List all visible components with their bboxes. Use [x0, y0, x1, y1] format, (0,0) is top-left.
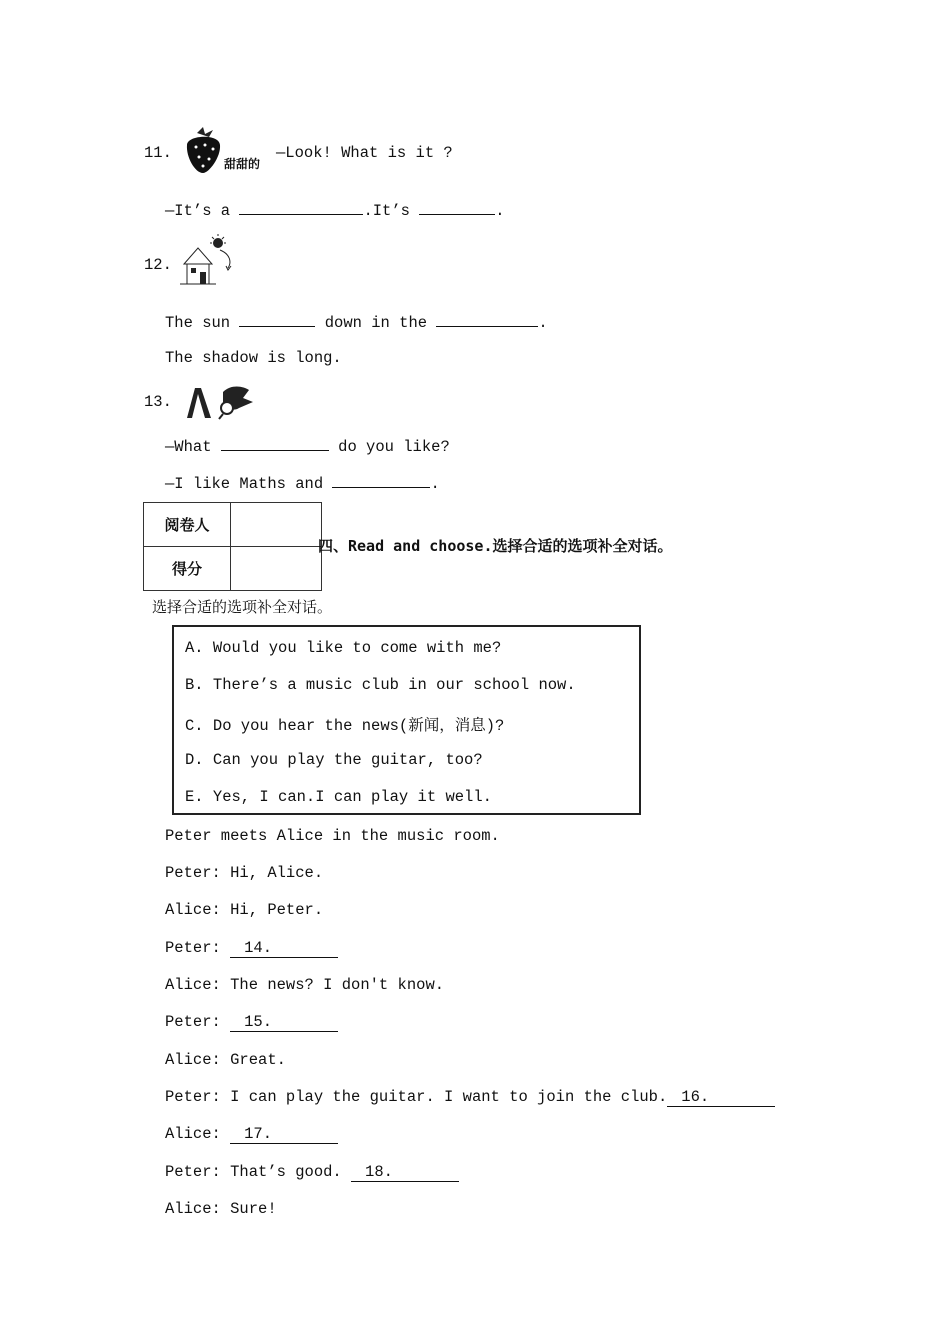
q12-line-1: The sun down in the .	[165, 314, 548, 332]
dialogue-intro: Peter meets Alice in the music room.	[165, 827, 500, 845]
answer-blank[interactable]	[436, 312, 538, 327]
q13-line-2: —I like Maths and .	[165, 475, 440, 493]
paintbrush-icon	[183, 384, 257, 420]
section-instruction: 选择合适的选项补全对话。	[152, 598, 333, 616]
dialogue-line-16: Peter: I can play the guitar. I want to join the club. 16.	[165, 1088, 775, 1107]
dialogue-line-17: Alice: 17.	[165, 1125, 338, 1144]
dialogue-line: Alice: The news? I don't know.	[165, 976, 445, 994]
score-label: 得分	[144, 547, 231, 591]
answer-blank[interactable]	[332, 473, 430, 488]
option-b: B. There’s a music club in our school now.	[185, 676, 576, 694]
answer-blank[interactable]	[419, 200, 495, 215]
answer-blank-17[interactable]: 17.	[230, 1125, 338, 1144]
answer-blank-14[interactable]: 14.	[230, 939, 338, 958]
question-number-11: 11.	[144, 144, 172, 162]
answer-blank[interactable]	[221, 436, 329, 451]
q11-answer-line: —It’s a .It’s .	[165, 202, 505, 220]
q13-line-1: —What do you like?	[165, 438, 450, 456]
dialogue-line-15: Peter: 15.	[165, 1013, 338, 1032]
dialogue-line: Alice: Sure!	[165, 1200, 277, 1218]
dialogue-line: Peter: Hi, Alice.	[165, 864, 324, 882]
dialogue-line: Alice: Hi, Peter.	[165, 901, 324, 919]
answer-blank[interactable]	[239, 200, 363, 215]
option-c: C. Do you hear the news(新闻，消息)?	[185, 717, 505, 735]
score-cell[interactable]	[231, 547, 322, 591]
option-a: A. Would you like to come with me?	[185, 639, 502, 657]
art-tools-image	[183, 384, 257, 424]
dialogue-line-18: Peter: That’s good. 18.	[165, 1163, 459, 1182]
reviewer-cell[interactable]	[231, 503, 322, 547]
answer-blank-18[interactable]: 18.	[351, 1163, 459, 1182]
section-heading: 四、Read and choose.选择合适的选项补全对话。	[318, 537, 673, 555]
dialogue-line: Alice: Great.	[165, 1051, 286, 1069]
reviewer-label: 阅卷人	[144, 503, 231, 547]
option-d: D. Can you play the guitar, too?	[185, 751, 483, 769]
strawberry-image	[183, 127, 268, 177]
answer-blank-16[interactable]: 16.	[667, 1088, 775, 1107]
score-table	[143, 502, 322, 591]
house-sun-icon	[180, 234, 238, 288]
strawberry-icon	[183, 127, 223, 175]
answer-blank-15[interactable]: 15.	[230, 1013, 338, 1032]
house-sunset-image	[180, 234, 238, 292]
dialogue-line-14: Peter: 14.	[165, 939, 338, 958]
option-e: E. Yes, I can.I can play it well.	[185, 788, 492, 806]
question-number-12: 12.	[144, 256, 172, 274]
question-number-13: 13.	[144, 393, 172, 411]
image-caption: 甜甜的	[224, 157, 261, 171]
answer-blank[interactable]	[239, 312, 315, 327]
options-box	[172, 625, 641, 815]
q11-question: —Look! What is it ?	[276, 144, 453, 162]
q12-line-2: The shadow is long.	[165, 349, 342, 367]
